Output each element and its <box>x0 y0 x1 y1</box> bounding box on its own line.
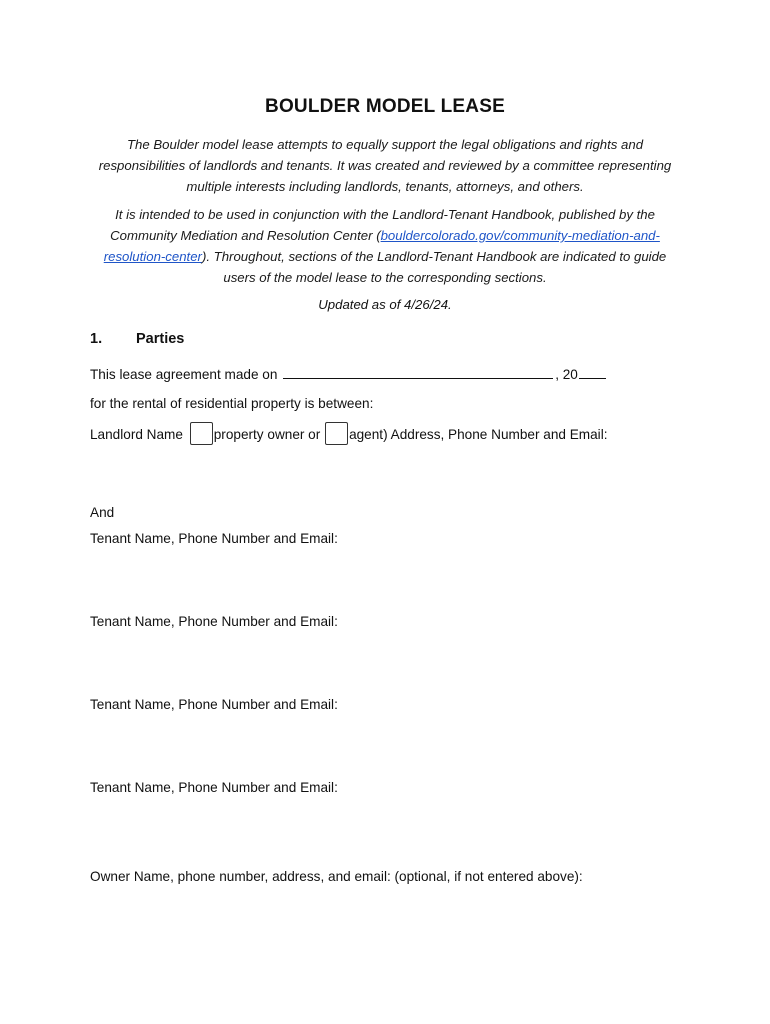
intro-paragraph-purpose: The Boulder model lease attempts to equally support the legal obligations and rights and responsibilities of landlords and tenants. It was created and reviewed by a committee representing multiple interests including landlords, tenants, attorneys, and others. <box>98 137 672 194</box>
section-1-title: Parties <box>136 331 185 347</box>
tenant-2-label: Tenant Name, Phone Number and Email: <box>90 614 338 629</box>
property-owner-option: property owner or <box>213 427 321 442</box>
section-1-number: 1. <box>90 331 103 347</box>
agreement-year-label: , 20 <box>555 367 578 382</box>
document-title: BOULDER MODEL LEASE <box>265 96 505 117</box>
landlord-label: Landlord Name <box>90 427 183 442</box>
tenant-1-label: Tenant Name, Phone Number and Email: <box>90 531 338 546</box>
agent-checkbox[interactable] <box>325 422 348 445</box>
intro-handbook-text-end: ). Throughout, sections of the Landlord-Tenant Handbook are indicated to guide users of the model lease to the corresponding sections. <box>201 249 667 285</box>
handbook-link[interactable]: bouldercolorado.gov/community-mediation-and-resolution-center <box>103 228 660 264</box>
section-1-heading <box>90 331 184 347</box>
intro-paragraph-handbook <box>92 204 678 288</box>
tenant-4-label: Tenant Name, Phone Number and Email: <box>90 780 338 795</box>
updated-date: Updated as of 4/26/24. <box>318 297 452 312</box>
property-owner-checkbox[interactable] <box>190 422 213 445</box>
tenant-3-label: Tenant Name, Phone Number and Email: <box>90 697 338 712</box>
agreement-date-label: This lease agreement made on <box>90 367 278 382</box>
intro-handbook-text-start: It is intended to be used in conjunction with the Landlord-Tenant Handbook, published by the Community Mediation and Resolution Center ( <box>110 207 655 243</box>
owner-label: Owner Name, phone number, address, and email: (optional, if not entered above): <box>90 869 583 884</box>
agreement-date-line <box>90 365 606 382</box>
and-label: And <box>90 505 115 520</box>
landlord-line <box>90 422 608 445</box>
agent-option: agent) Address, Phone Number and Email: <box>349 427 608 442</box>
rental-property-line: for the rental of residential property is between: <box>90 396 374 411</box>
agreement-year-field[interactable] <box>579 365 606 379</box>
agreement-date-field[interactable] <box>283 365 553 379</box>
